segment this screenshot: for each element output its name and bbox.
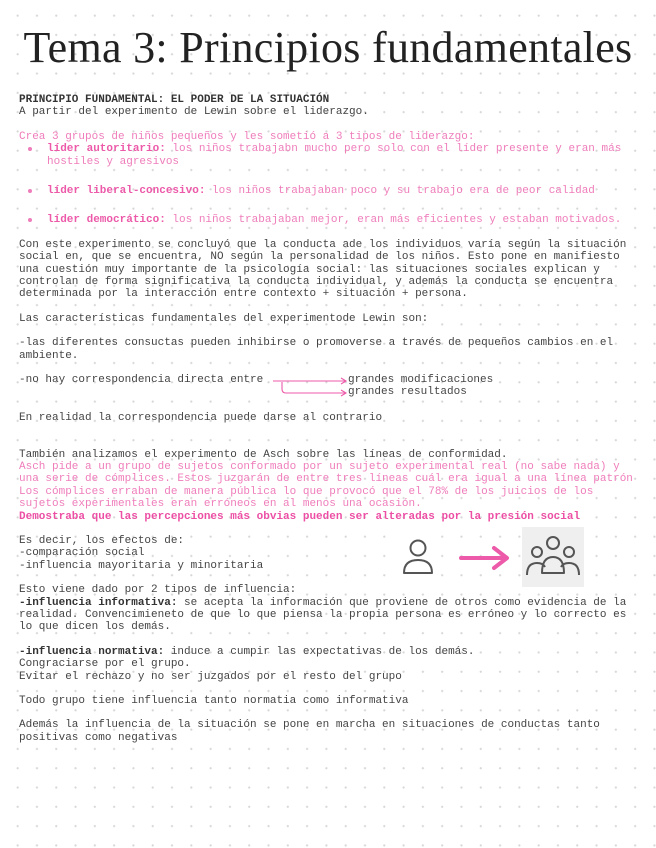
characteristic-1: -las diferentes consuctas pueden inhibirse o promoverse a través de pequeños cambios en el ambiente. [19, 337, 614, 362]
effects-intro: Es decir, los efectos de: [19, 534, 185, 547]
asch-description: Asch pide a un grupo de sujetos conformado por un sujeto experimental real (no sabe nada) y una serie de cómplices. Estos juzgarán de entre tres líneas cuál era igual a una línea patrón Los cómplices erraban de manera pública lo que provocó que el 78% de los juicios de los sujetos experimentales eran erróneos en al menos una ocasión. [19, 460, 633, 511]
groups-intro: Crea 3 grupos de niños pequeños y les sometió a 3 tipos de liderazgo: [19, 130, 475, 143]
notes-body [19, 94, 635, 744]
characteristics-intro: Las características fundamentales del experimentode Lewin son: [19, 312, 429, 325]
informative-label: -influencia informativa: [19, 596, 178, 609]
normative-label: -influencia normativa: [19, 645, 165, 658]
leaders-list [19, 143, 635, 227]
correspondence-right-2: grandes resultados [348, 386, 467, 399]
correspondence-right-1: grandes modificaciones [348, 374, 494, 387]
normative-line-2: Congraciarse por el grupo. [19, 658, 191, 671]
leader-text: los niños trabajaban mejor, eran más eficientes y estaban motivados. [165, 214, 622, 227]
group-icon [522, 527, 584, 587]
normative-influence [19, 646, 635, 658]
asch-intro: También analizamos el experimento de Asch sobre las líneas de conformidad. [19, 448, 508, 461]
normative-line-3: Evitar el rechazo y no ser juzgados por el resto del grupo [19, 670, 402, 683]
page-title: Tema 3: Principios fundamentales [23, 23, 633, 72]
leader-label: líder autoritario: [47, 143, 166, 156]
leader-label: líder democrático: [47, 214, 166, 227]
asch-conclusion: Demostraba que las percepciones más obvias pueden ser alteradas por la presión social [19, 510, 581, 523]
leader-text: los niños trabajabn mucho pero solo con el líder presente y eran más hostiles y agresivos [47, 143, 622, 168]
all-groups-text: Todo grupo tiene influencia tanto normatia como informativa [19, 695, 409, 707]
section-heading: PRINCIPIO FUNDAMENTAL: EL PODER DE LA SITUACIÓN [19, 94, 330, 106]
correspondence-left: -no hay correspondencia directa entre [19, 374, 264, 387]
leader-label: líder liberal-concesivo: [47, 185, 206, 198]
final-text: Además la influencia de la situación se pone en marcha en situaciones de conductas tanto positivas como negativas [19, 719, 600, 744]
influence-illustration [398, 527, 588, 587]
conclusion-paragraph: Con este experimento se concluyó que la conducta ade los individuos varía según la situación social en, que se encuentra, NO según la personalidad de los niños. Esto pone en manifiesto una cuestión muy importante de la psicología social: las situaciones sociales explican y controlan de forma significativa la conducta individual, y además la conducta se encuentra determinada por la interacción entre contexto + situación + persona. [19, 238, 627, 301]
influence-intro: Esto viene dado por 2 tipos de influencia: [19, 584, 297, 597]
normative-text: induce a cumpir las expectativas de los demás. [164, 645, 475, 658]
informative-text: se acepta la información que proviene de otros como evidencia de la realidad. Convencimieneto de que lo que piensa la propia persona es erróneo y lo correcto es lo que dicen los demás. [19, 596, 627, 634]
leader-item-liberal [19, 185, 635, 197]
intro-text: A partir del experimento de Lewin sobre el liderazgo. [19, 106, 369, 119]
informative-influence [19, 597, 635, 634]
leader-item-democratico [19, 214, 635, 226]
person-icon [398, 533, 438, 583]
pink-arrows-icon [259, 374, 351, 400]
effect-item: -influencia mayoritaria y minoritaria [19, 559, 264, 572]
correspondence-row [19, 374, 635, 400]
effect-item: -comparación social [19, 547, 145, 560]
leader-text: los niños trabajaban poco y su trabajo era de peor calidad [205, 185, 595, 198]
right-arrow-icon [458, 543, 514, 573]
reality-text: En realidad la correspondencia puede darse al contrario [19, 412, 383, 425]
leader-item-autoritario [19, 143, 635, 168]
